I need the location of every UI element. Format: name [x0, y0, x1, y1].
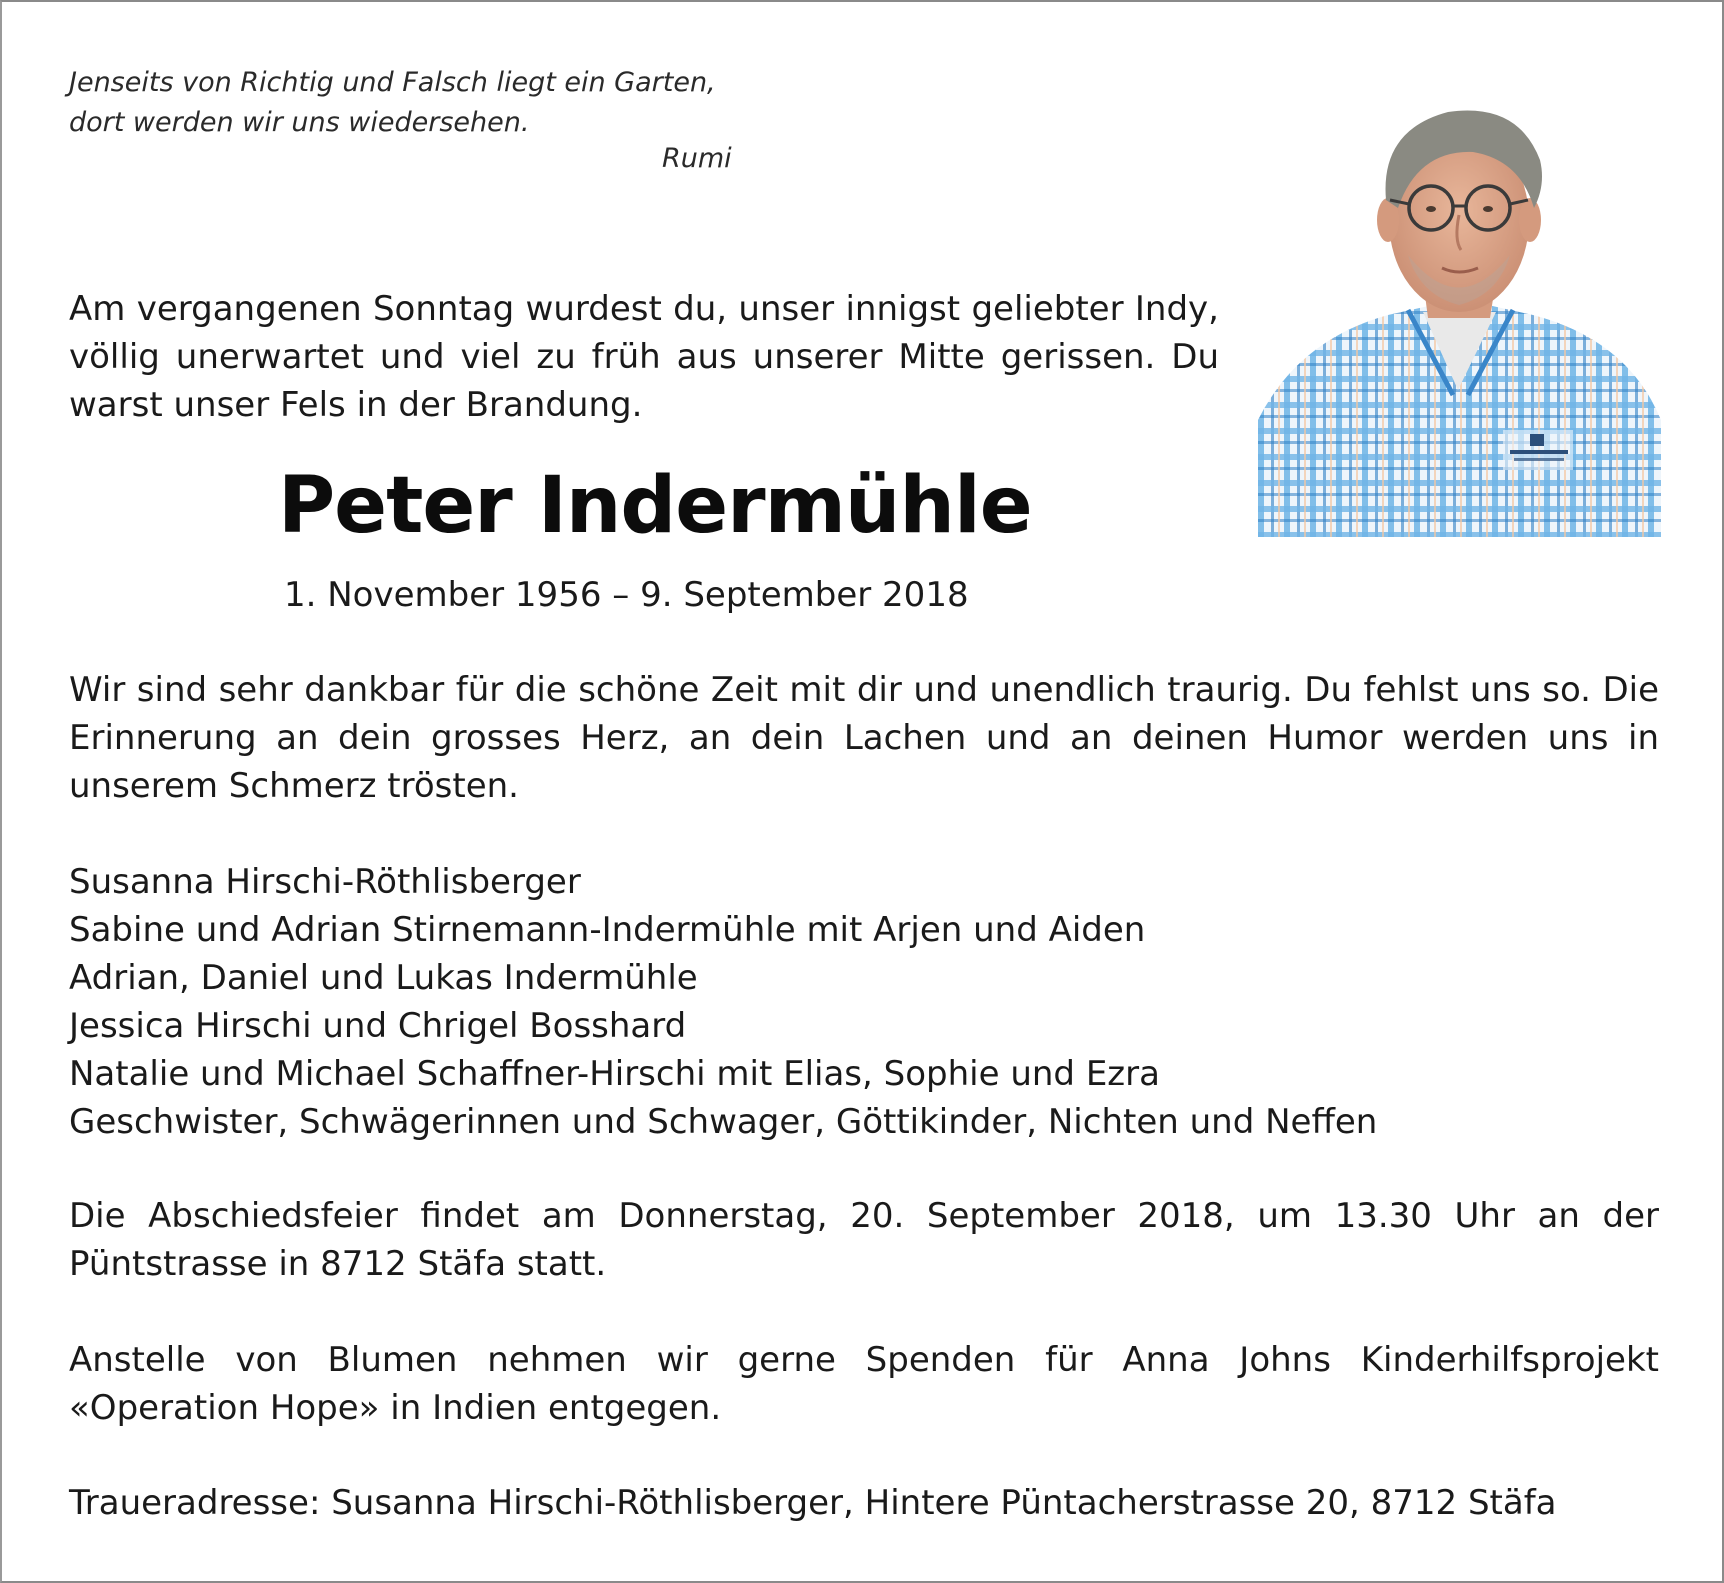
portrait-photo — [1258, 90, 1661, 537]
epigraph-quote — [69, 63, 716, 143]
mourner-line: Susanna Hirschi-Röthlisberger — [69, 862, 581, 902]
mourners-list — [69, 858, 1377, 1146]
thanks-paragraph: Wir sind sehr dankbar für die schöne Zeit mit dir und unendlich traurig. Du fehlst uns so. Die Erinnerung an dein grosses Herz, an dein Lachen und an deinen Humor werden uns in unserem Schmerz trösten. — [69, 670, 1659, 806]
deceased-name: Peter Indermühle — [278, 461, 1032, 551]
epigraph-line-1: Jenseits von Richtig und Falsch liegt ein Garten, — [69, 67, 716, 98]
epigraph-line-2: dort werden wir uns wiedersehen. — [69, 107, 530, 138]
life-dates: 1. November 1956 – 9. September 2018 — [284, 575, 969, 615]
mourner-line: Geschwister, Schwägerinnen und Schwager, Göttikinder, Nichten und Neffen — [69, 1102, 1378, 1142]
mourner-line: Sabine und Adrian Stirnemann-Indermühle mit Arjen und Aiden — [69, 910, 1146, 950]
mourner-line: Adrian, Daniel und Lukas Indermühle — [69, 958, 698, 998]
ceremony-paragraph: Die Abschiedsfeier findet am Donnerstag, 20. September 2018, um 13.30 Uhr an der Püntstrasse in 8712 Stäfa statt. — [69, 1196, 1659, 1284]
mourner-line: Natalie und Michael Schaffner-Hirschi mit Elias, Sophie und Ezra — [69, 1054, 1160, 1094]
mourner-line: Jessica Hirschi und Chrigel Bosshard — [69, 1006, 687, 1046]
donation-paragraph: Anstelle von Blumen nehmen wir gerne Spenden für Anna Johns Kinderhilfsprojekt «Operation Hope» in Indien entgegen. — [69, 1340, 1659, 1428]
epigraph-author: Rumi — [662, 143, 732, 174]
intro-paragraph: Am vergangenen Sonntag wurdest du, unser innigst geliebter Indy, völlig unerwartet und viel zu früh aus unserer Mitte gerissen. Du warst unser Fels in der Brandung. — [69, 289, 1219, 425]
mourning-address: Traueradresse: Susanna Hirschi-Röthlisberger, Hintere Püntacherstrasse 20, 8712 Stäfa — [69, 1483, 1557, 1523]
